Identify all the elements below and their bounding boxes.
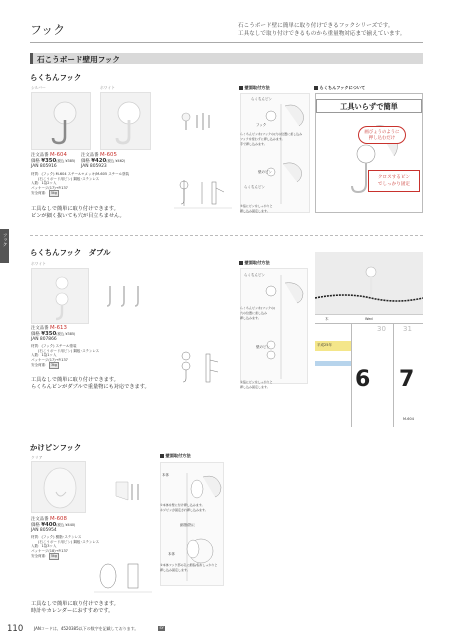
variant-label-white: ホワイト (31, 261, 47, 266)
jan-label: JAN (31, 337, 39, 343)
calendar-note: 平成25年 (317, 343, 332, 347)
method-note: ③指にピンをしっかりと (240, 204, 273, 208)
method-note: 押し込み固定します。 (240, 209, 270, 213)
product-code: M-608 (49, 516, 67, 522)
spec-line: 入数：1袋3ヶ入 (31, 544, 57, 549)
method-note: らくちんピン (251, 97, 272, 101)
double-method-title (239, 260, 270, 266)
method-note: 押し込みます。 (240, 316, 261, 320)
product-code: M-604 (49, 152, 67, 158)
page-title: フック (30, 23, 66, 37)
order-label: 注文品番 (81, 153, 99, 158)
spec-line: パッケージ(17)→P.137 (31, 185, 68, 190)
method-note: 壁のピン (256, 345, 270, 349)
order-label: 注文品番 (31, 517, 49, 522)
spec-line: (石こうボード用ピン) 鋼板･ステンレス (31, 348, 100, 353)
bullet-square-icon (314, 86, 318, 90)
rakuchin-method-title (239, 85, 270, 91)
double-hook-image (32, 269, 90, 325)
product-info-m608 (31, 517, 75, 534)
kakepin-image (32, 462, 87, 514)
kakepin-title: かけピンフック (30, 443, 82, 452)
method-note: フックを使わずに押し込みます。 (240, 137, 285, 141)
calendar-grid-v (351, 323, 352, 427)
price-tax: (税込 ¥385) (56, 331, 76, 336)
kakepin-photo (31, 461, 86, 513)
spec-line: 材質：(フック) M-604 スチール+メッキ/M-605 スチール塗装 (31, 172, 130, 176)
spec-line: 入数：1袋1ヶ入 (31, 353, 57, 358)
about-bubble-line: 画びょうのように (364, 130, 400, 135)
method-note: フック (256, 123, 267, 127)
product-info-m613 (31, 326, 75, 343)
calendar-hook-image (315, 252, 423, 312)
price: ¥350 (41, 330, 57, 337)
price-label: 価格 (31, 522, 40, 528)
about-headline (316, 99, 422, 113)
method-note: 本体 (168, 552, 175, 556)
jan-label: JAN (31, 164, 39, 170)
price-tax: (税込 ¥385) (56, 158, 76, 163)
method-note: 壁のピン (258, 170, 272, 174)
jan-code: 805923 (89, 164, 107, 170)
method-note: 手で押し込みます。 (240, 142, 267, 146)
double-dimension-drawing (174, 350, 236, 388)
feature-line: らくちんピンがダブルで重量物にも対応できます。 (31, 384, 150, 390)
method-note: ①本体を壁に付け押し込みます。 (160, 503, 205, 507)
method-note: らくちんピンを(フックの)穴の位置に差し込み (240, 132, 303, 136)
method-note: ②本体フック部の孔に細指/指をしっかりと (160, 563, 218, 567)
about-panel (315, 93, 423, 213)
spec-line: 材質：(フック) 樹脂･ステンレス (31, 535, 82, 539)
calendar-grid (315, 323, 423, 324)
jan-code: 807866 (39, 337, 57, 343)
jan-code: 805954 (39, 528, 57, 534)
calendar-sheet (315, 314, 423, 427)
spec-line: パッケージ(17)→P.137 (31, 357, 68, 362)
order-label: 注文品番 (31, 153, 49, 158)
kakepin-method-title (160, 453, 191, 459)
calendar-day: 31 (403, 325, 412, 333)
header-description (238, 22, 405, 38)
about-cross-box (368, 170, 420, 192)
rakuchin-dimension-drawing (172, 178, 238, 212)
method-note: 穴の位置に差し込み (240, 311, 268, 315)
order-label: 注文品番 (31, 326, 49, 331)
banner-mark (30, 53, 33, 64)
double-method-diagram (240, 268, 308, 384)
variant-label-clear: クリア (31, 455, 43, 460)
double-hook-photo (31, 268, 89, 324)
calendar-big-day: 6 (355, 367, 371, 392)
white-hook-image (101, 93, 152, 151)
about-cross-line: クロスするピン (377, 175, 411, 180)
jan-label: JAN (81, 164, 89, 170)
double-method-svg (241, 269, 309, 385)
side-tab-label: フック (2, 233, 7, 247)
spec-line: 入数：1袋2ヶ入 (31, 181, 57, 186)
price-tax: (税込 ¥462) (106, 158, 126, 163)
product-code: M-605 (99, 152, 117, 158)
double-specs (31, 344, 99, 369)
feature-line: 工具なしで簡単に取り付けできます。 (31, 206, 119, 212)
about-bubble (358, 126, 406, 144)
dimension-drawing-svg (172, 178, 238, 212)
jan-label: JAN (31, 528, 39, 534)
spec-line: (石こうボード用ピン) 鋼板･ステンレス (31, 176, 100, 181)
about-title (314, 85, 365, 91)
variant-label-white: ホワイト (100, 85, 116, 90)
method-note: らくちんピン (244, 185, 265, 189)
method-note: 細指/指に (180, 523, 196, 527)
price-label: 価格 (31, 331, 40, 337)
section-banner-title: 石こうボード壁用フック (37, 55, 120, 64)
double-pins-image (100, 282, 150, 308)
bullet-square-icon (239, 261, 243, 265)
kakepin-pins-image (108, 478, 144, 506)
page-number: 110 (7, 624, 24, 634)
spec-line: 材質：(フック) スチール塗装 (31, 344, 77, 348)
feature-line: 工具なしで簡単に取り付けできます。 (31, 377, 119, 383)
product-code: M-613 (49, 325, 67, 331)
feature-line: ピンが細く抜いても穴が目立ちません。 (31, 213, 125, 219)
load-badge: 5kg (49, 553, 60, 559)
price: ¥350 (41, 157, 57, 164)
double-dimension-svg (174, 350, 236, 388)
header-desc-line: 工具なしで取り付けできるものから重量物対応まで揃えています。 (238, 31, 406, 37)
method-note: ②指にピンをしっかりと (240, 380, 273, 384)
about-title-text: らくちんフックについて (319, 85, 366, 90)
price-tax: (税込 ¥440) (56, 522, 76, 527)
about-headline-text: 工具いらずで簡単 (340, 102, 398, 111)
feature-line: 工具なしで簡単に取り付けできます。 (31, 601, 119, 607)
calendar-grid-v (393, 323, 394, 427)
header-desc-line: 石こうボード壁に簡単に取り付けできるフックシリーズです。 (238, 23, 394, 29)
method-note: 本体 (162, 473, 169, 477)
kakepin-specs (31, 535, 99, 560)
spec-line: パッケージ(18)→P.137 (31, 548, 68, 553)
spec-line: (石こうボード用ピン) 鋼板･ステンレス (31, 539, 100, 544)
load-label: 安全荷重： (31, 554, 49, 559)
price: ¥420 (91, 157, 107, 164)
pins-image (177, 110, 219, 136)
load-badge: 5kg (49, 190, 60, 196)
header-rule (30, 42, 423, 43)
calendar-photo (315, 252, 423, 427)
price: ¥400 (41, 521, 57, 528)
about-cross-line: でしっかり固定 (377, 182, 411, 187)
variant-label-silver: シルバー (31, 85, 46, 90)
calendar-header-left: 木 (325, 317, 329, 321)
method-note: 押し込み固定します。 (240, 385, 270, 389)
section-divider (30, 235, 423, 236)
product-info-m604 (31, 153, 75, 170)
rakuchin-title: らくちんフック (30, 73, 82, 82)
calendar-day: 30 (377, 325, 386, 333)
footer-jan-note: JANコードは、4520385以下の数字を記載しております。 (34, 626, 139, 631)
method-title-text: 壁面取付方法 (244, 85, 270, 90)
white-hook-photo (100, 92, 151, 150)
rakuchin-features (31, 206, 125, 220)
calendar-header-mid: Wed (365, 317, 373, 321)
rakuchin-method-diagram (240, 93, 310, 213)
bullet-square-icon (160, 454, 164, 458)
kakepin-dimension-drawing (92, 560, 156, 594)
silver-hook-photo (31, 92, 91, 150)
double-title: らくちんフック ダブル (30, 248, 111, 257)
method-note: 押し込み固定します。 (160, 568, 190, 572)
bullet-square-icon (239, 86, 243, 90)
pin-photo (177, 110, 219, 136)
about-bubble-line: 押し込むだけ (368, 136, 396, 141)
method-note: ネジピンが固定され押し込みます。 (160, 508, 208, 512)
silver-hook-image (32, 93, 92, 151)
method-title-text: 壁面取付方法 (244, 260, 270, 265)
double-features (31, 377, 150, 391)
price-label: 価格 (81, 158, 90, 164)
double-pins-photo (100, 282, 150, 308)
calendar-note-bar-blue (315, 361, 351, 366)
kakepin-dimension-svg (92, 560, 156, 594)
load-label: 安全荷重： (31, 363, 49, 368)
product-info-m605 (81, 153, 125, 170)
load-badge: 3kg (49, 362, 60, 368)
rakuchin-specs (31, 172, 129, 197)
method-diagram-svg (241, 94, 311, 214)
method-note: らくちんピン (244, 273, 265, 277)
load-label: 安全荷重： (31, 191, 49, 196)
calendar-big-day: 7 (399, 367, 415, 392)
calendar-product-label: M-604 (403, 417, 414, 421)
kakepin-pins-photo (108, 478, 144, 506)
method-note: らくちんピンを(フックの) (240, 306, 276, 310)
kakepin-features (31, 601, 119, 615)
footer-mark: SY (159, 626, 164, 630)
jan-code: 805916 (39, 164, 57, 170)
price-label: 価格 (31, 158, 40, 164)
feature-line: 時計やカレンダーにおすすめです。 (31, 608, 114, 614)
method-title-text: 壁面取付方法 (165, 453, 191, 458)
